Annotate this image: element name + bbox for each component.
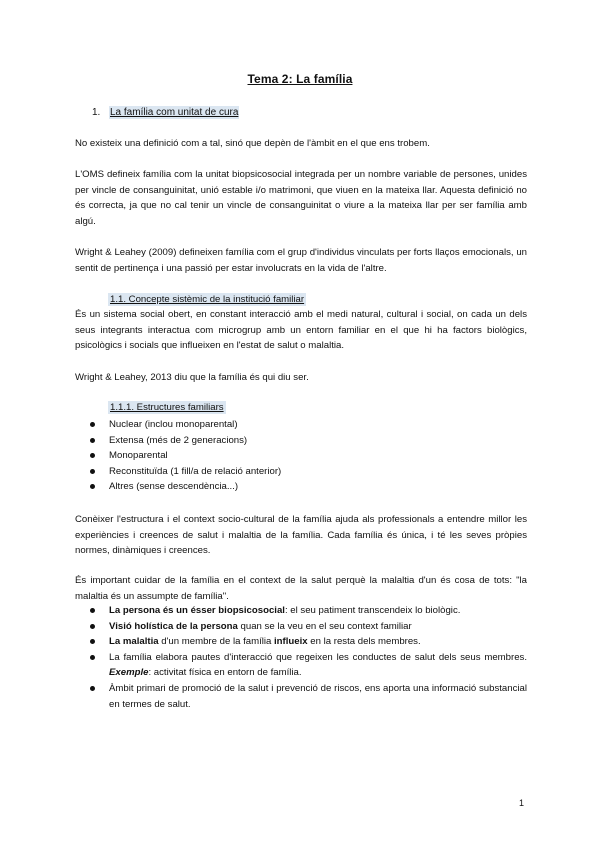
family-structures-list <box>90 417 510 495</box>
subsection-title: 1.1. Concepte sistèmic de la institució familiar <box>110 294 305 305</box>
list-item: Nuclear (inclou monoparental) <box>90 417 510 433</box>
bullet-icon <box>90 686 95 691</box>
page-title: Tema 2: La família <box>247 72 353 86</box>
paragraph-definition: No existeix una definició com a tal, sinó que depèn de l'àmbit en el que ens trobem. <box>75 138 430 149</box>
paragraph-open-system: És un sistema social obert, en constant interacció amb el medi natural, cultural i social, on cada un dels seus integrants interactua com microgrup amb un entorn familiar en el que hi ha factors biològics, psicològics i socials que influeixen en l'estat de salut o malaltia. <box>75 309 527 352</box>
paragraph-wright-leahey-2009: Wright & Leahey (2009) defineixen família com el grup d'individus vinculats per forts llaços emocionals, un sentit de pertinença i una passió per estar involucrats en la vida de l'altre. <box>75 247 527 274</box>
list-item: Monoparental <box>90 448 510 464</box>
subsection-title: 1.1.1. Estructures familiars <box>110 402 224 413</box>
list-item: La família elabora pautes d'interacció que regeixen les conductes de salut dels seus membres. Exemple: activitat física en entorn de família. <box>90 650 527 681</box>
list-item: La persona és un ésser biopsicosocial: el seu patiment transcendeix lo biològic. <box>90 603 527 619</box>
list-item: Visió holística de la persona quan se la veu en el seu context familiar <box>90 619 527 635</box>
bullet-icon <box>90 608 95 613</box>
list-item: Reconstituïda (1 fill/a de relació anterior) <box>90 464 510 480</box>
list-item: Extensa (més de 2 generacions) <box>90 433 510 449</box>
paragraph-oms: L'OMS defineix família com la unitat biopsicosocial integrada per un nombre variable de persones, unides per vincle de consanguinitat, unió estable i/o matrimoni, que viuen en la mateixa llar. Aquesta definició no és correcta, ja que no cal tenir un vincle de consanguinitat o viure a la mateixa llar per ser família amb algú. <box>75 169 527 227</box>
page-number: 1 <box>519 798 525 808</box>
bullet-icon <box>90 639 95 644</box>
bullet-icon <box>90 469 95 474</box>
paragraph-socio-cultural: Conèixer l'estructura i el context socio-cultural de la família ajuda als professionals a entendre millor les experiències i creences de salut i malaltia de la família. Cada família és única, i té les seves pròpies normes, dinàmiques i creences. <box>75 514 527 557</box>
bullet-icon <box>90 624 95 629</box>
section-heading-1 <box>92 107 239 118</box>
section-heading-1-1 <box>108 294 306 305</box>
section-title: La família com unitat de cura <box>110 107 239 118</box>
list-item: Àmbit primari de promoció de la salut i prevenció de riscos, ens aporta una informació substancial en termes de salut. <box>90 681 527 712</box>
bullet-icon <box>90 438 95 443</box>
bullet-icon <box>90 453 95 458</box>
bullet-icon <box>90 655 95 660</box>
paragraph-wright-leahey-2013: Wright & Leahey, 2013 diu que la família és qui diu ser. <box>75 372 309 383</box>
bullet-icon <box>90 422 95 427</box>
section-number: 1. <box>92 107 101 118</box>
paragraph-care-importance: És important cuidar de la família en el context de la salut perquè la malaltia d'un és cosa de tots: "la malaltia és un assumpte de família". <box>75 575 527 602</box>
section-heading-1-1-1 <box>108 402 226 413</box>
care-points-list <box>90 603 527 712</box>
bullet-icon <box>90 484 95 489</box>
list-item: La malaltia d'un membre de la família influeix en la resta dels membres. <box>90 634 527 650</box>
list-item: Altres (sense descendència...) <box>90 479 510 495</box>
